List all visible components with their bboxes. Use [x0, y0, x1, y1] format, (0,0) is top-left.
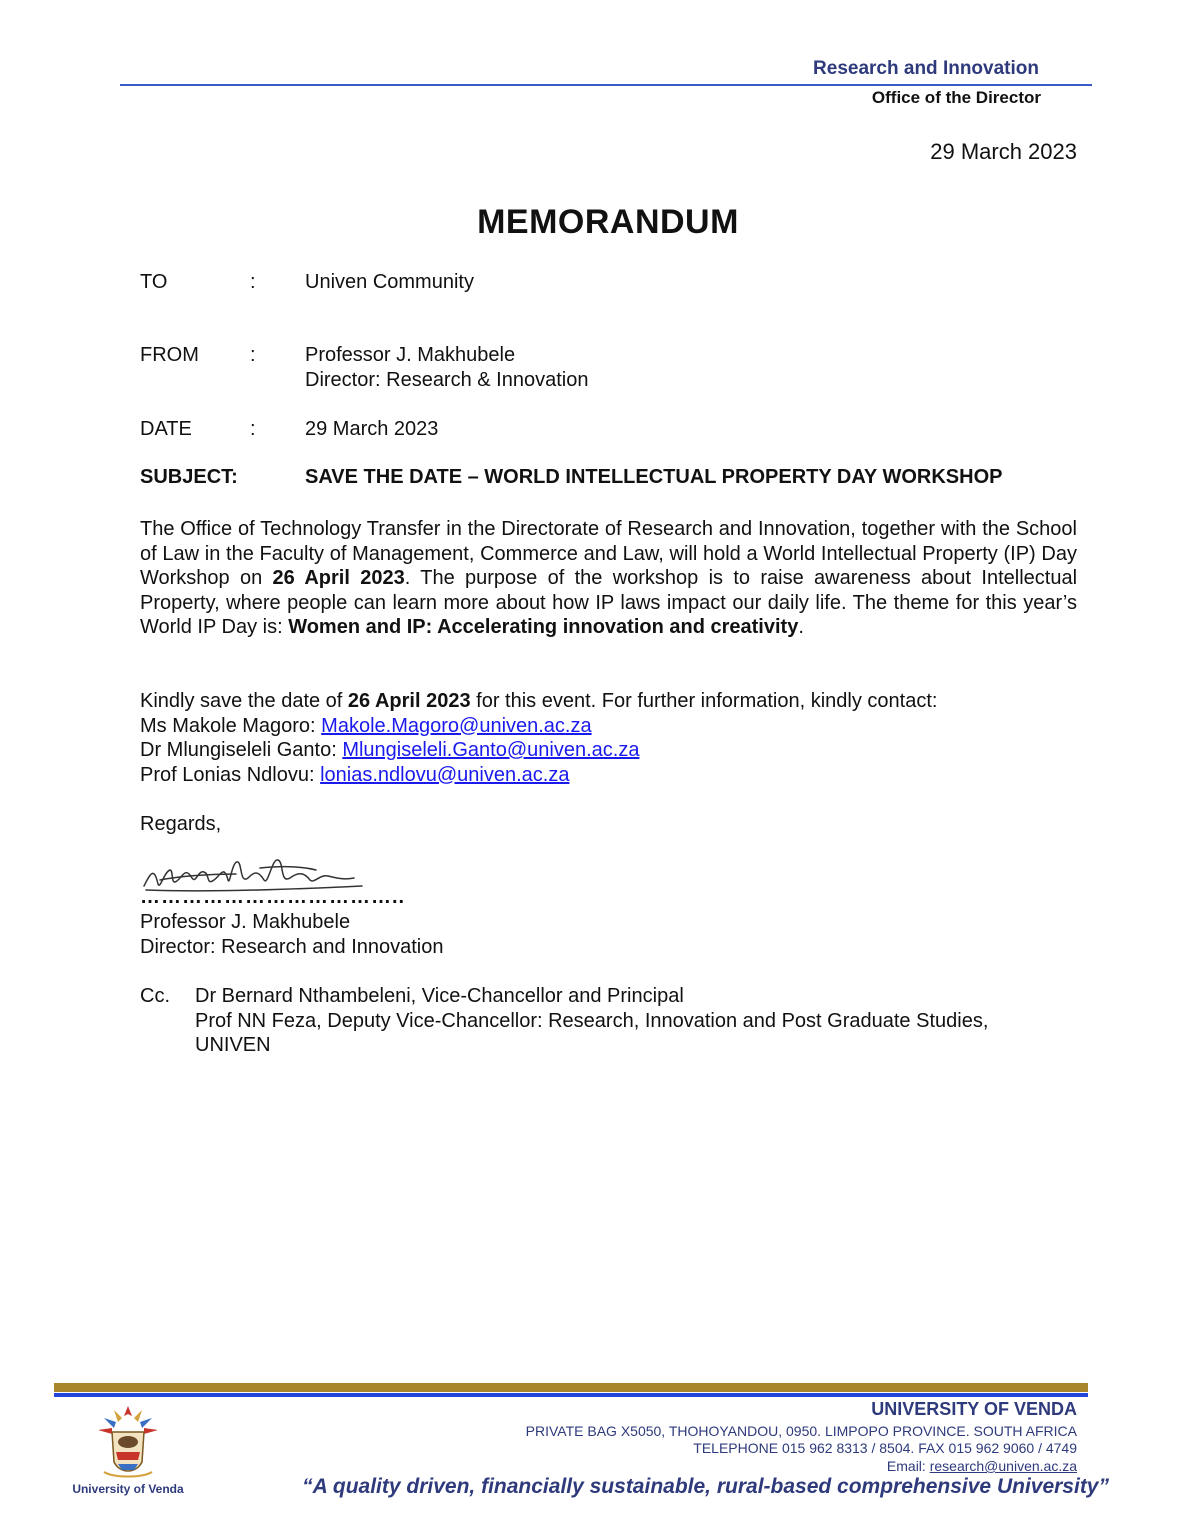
contact-item [140, 714, 1090, 739]
contact-name: Ms Makole Magoro: [140, 714, 322, 737]
body-text-1: The Office of Technology Transfer in the Directorate of Research and Innovation, together with the School of Law in the Faculty of Management, Commerce and Law, will hold a World Intellectual Property (IP) Day Workshop on [140, 518, 1077, 590]
university-logo-icon [84, 1402, 172, 1484]
footer-university-name: UNIVERSITY OF VENDA [871, 1399, 1077, 1419]
header-office: Office of the Director [871, 88, 1041, 107]
to-label: TO [140, 271, 168, 293]
body-text-2: . The purpose of the workshop is to raise awareness about Intellectual Property, where people can learn more about how IP laws impact our daily life. The theme for this year’s World IP Day is: [140, 567, 1078, 639]
contacts-intro-a: Kindly save the date of [140, 690, 348, 712]
contacts-block [140, 689, 1090, 787]
header-rule [120, 84, 1092, 86]
header-department: Research and Innovation [813, 58, 1039, 79]
footer-email-row [887, 1458, 1077, 1474]
contact-email-link[interactable]: Makole.Magoro@univen.ac.za [321, 714, 592, 737]
subject-value: SAVE THE DATE – WORLD INTELLECTUAL PROPERTY DAY WORKSHOP [305, 466, 1003, 488]
document-date: 29 March 2023 [930, 139, 1077, 164]
body-text-end: . [798, 616, 804, 639]
cc-line: Prof NN Feza, Deputy Vice-Chancellor: Research, Innovation and Post Graduate Studies, [195, 1009, 989, 1032]
to-value: Univen Community [305, 271, 474, 293]
footer-address: PRIVATE BAG X5050, THOHOYANDOU, 0950. LIMPOPO PROVINCE. SOUTH AFRICA [525, 1423, 1077, 1439]
date-value: 29 March 2023 [305, 418, 439, 440]
footer-blue-rule [54, 1393, 1088, 1397]
date-colon: : [250, 418, 256, 440]
cc-lines [195, 984, 988, 1058]
signer-title: Director: Research and Innovation [140, 935, 444, 958]
date-label: DATE [140, 418, 192, 440]
regards: Regards, [140, 813, 222, 835]
contacts-intro-date: 26 April 2023 [347, 690, 471, 712]
from-value-title: Director: Research & Innovation [305, 369, 589, 391]
logo-caption: University of Venda [72, 1482, 184, 1496]
contact-item [140, 763, 1090, 788]
contacts-intro [140, 689, 1090, 714]
from-value-name: Professor J. Makhubele [305, 344, 516, 366]
cc-line: UNIVEN [195, 1034, 271, 1056]
from-label: FROM [140, 344, 199, 366]
memo-title: MEMORANDUM [477, 203, 739, 241]
signature-line: ……………………………….. [140, 886, 406, 908]
contact-item [140, 738, 1090, 763]
cc-line: Dr Bernard Nthambeleni, Vice-Chancellor and Principal [195, 985, 684, 1007]
workshop-date: 26 April 2023 [272, 567, 405, 590]
subject-label: SUBJECT: [140, 466, 238, 488]
workshop-theme: Women and IP: Accelerating innovation and creativity [288, 616, 799, 639]
cc-label: Cc. [140, 985, 170, 1007]
footer-email-label: Email: [886, 1458, 930, 1474]
contact-email-link[interactable]: Mlungiseleli.Ganto@univen.ac.za [342, 739, 640, 761]
subject-row [140, 466, 1003, 489]
to-colon: : [250, 271, 256, 293]
signer-block [140, 910, 444, 959]
contact-email-link[interactable]: lonias.ndlovu@univen.ac.za [320, 763, 570, 786]
footer-gold-rule [54, 1383, 1088, 1392]
footer-email-link[interactable]: research@univen.ac.za [929, 1458, 1077, 1474]
contacts-intro-b: for this event. For further information, kindly contact: [470, 690, 938, 712]
from-colon: : [250, 344, 256, 366]
footer-phone: TELEPHONE 015 962 8313 / 8504. FAX 015 962 9060 / 4749 [693, 1440, 1077, 1456]
signer-name: Professor J. Makhubele [140, 911, 351, 933]
contact-name: Dr Mlungiseleli Ganto: [140, 739, 343, 761]
footer-motto: “A quality driven, financially sustainable, rural-based comprehensive University” [302, 1475, 1109, 1498]
body-paragraph [140, 517, 1077, 640]
contact-name: Prof Lonias Ndlovu: [140, 763, 321, 786]
